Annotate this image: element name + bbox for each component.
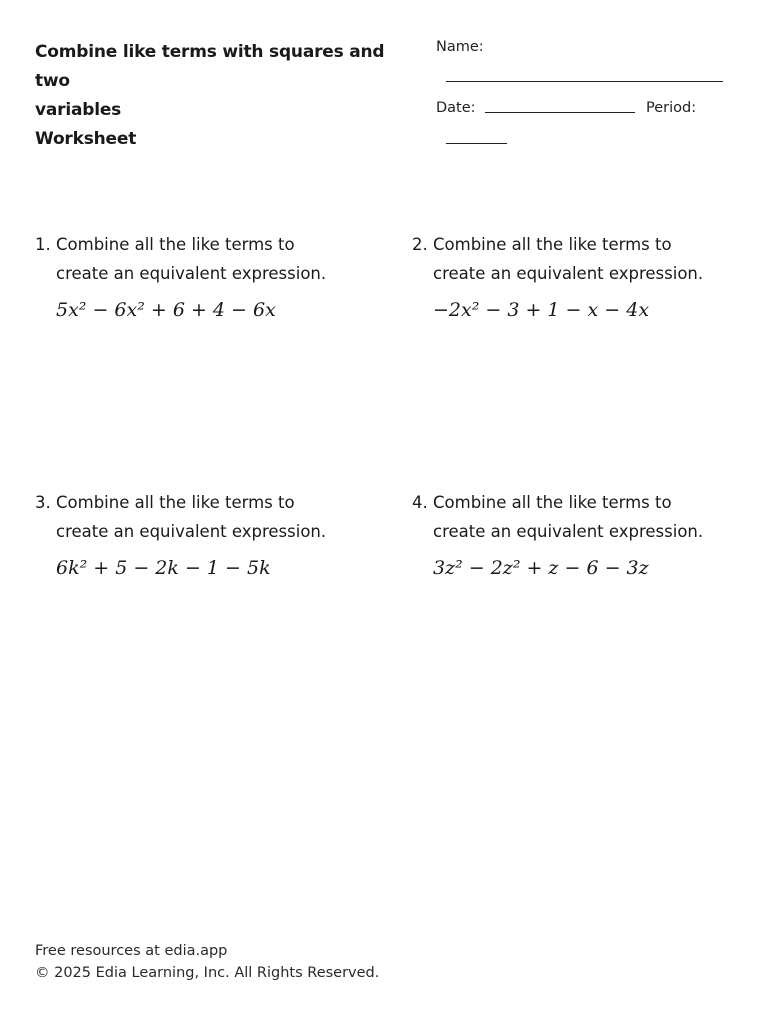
footer-resources-text: Free resources at edia.app [35,943,228,959]
problem-expression: 5x² − 6x² + 6 + 4 − 6x [56,299,276,321]
problem-instruction-line-1: Combine all the like terms to [433,235,672,254]
problem-instruction-line-2: create an equivalent expression. [433,264,704,283]
problem-number: 2. [412,235,428,254]
name-field-line[interactable] [446,81,723,82]
problem-expression: 3z² − 2z² + z − 6 − 3z [433,557,649,579]
date-field-line[interactable] [485,112,635,113]
problem-instruction-line-1: Combine all the like terms to [56,235,295,254]
problem-expression: −2x² − 3 + 1 − x − 4x [433,299,650,321]
problem-expression: 6k² + 5 − 2k − 1 − 5k [56,557,271,579]
page-footer [35,940,379,984]
problem-number: 4. [412,493,428,512]
problem-instruction-line-1: Combine all the like terms to [56,493,295,512]
problem-number: 3. [35,493,51,512]
worksheet-title [35,38,415,154]
period-label: Period: [646,100,697,116]
problem-1 [35,230,355,325]
problem-3 [35,488,355,583]
problem-instruction-line-2: create an equivalent expression. [56,264,327,283]
name-label: Name: [436,39,484,55]
problem-4 [412,488,732,583]
problem-instruction-line-2: create an equivalent expression. [56,522,327,541]
period-field-line[interactable] [446,143,507,144]
date-label: Date: [436,100,476,116]
problem-2 [412,230,732,325]
title-line-1: Combine like terms with squares and two [35,42,385,91]
problem-instruction-line-2: create an equivalent expression. [433,522,704,541]
problem-instruction-line-1: Combine all the like terms to [433,493,672,512]
title-line-3: Worksheet [35,129,137,149]
title-line-2: variables [35,100,122,120]
footer-copyright-text: © 2025 Edia Learning, Inc. All Rights Reserved. [35,965,380,981]
problem-number: 1. [35,235,51,254]
